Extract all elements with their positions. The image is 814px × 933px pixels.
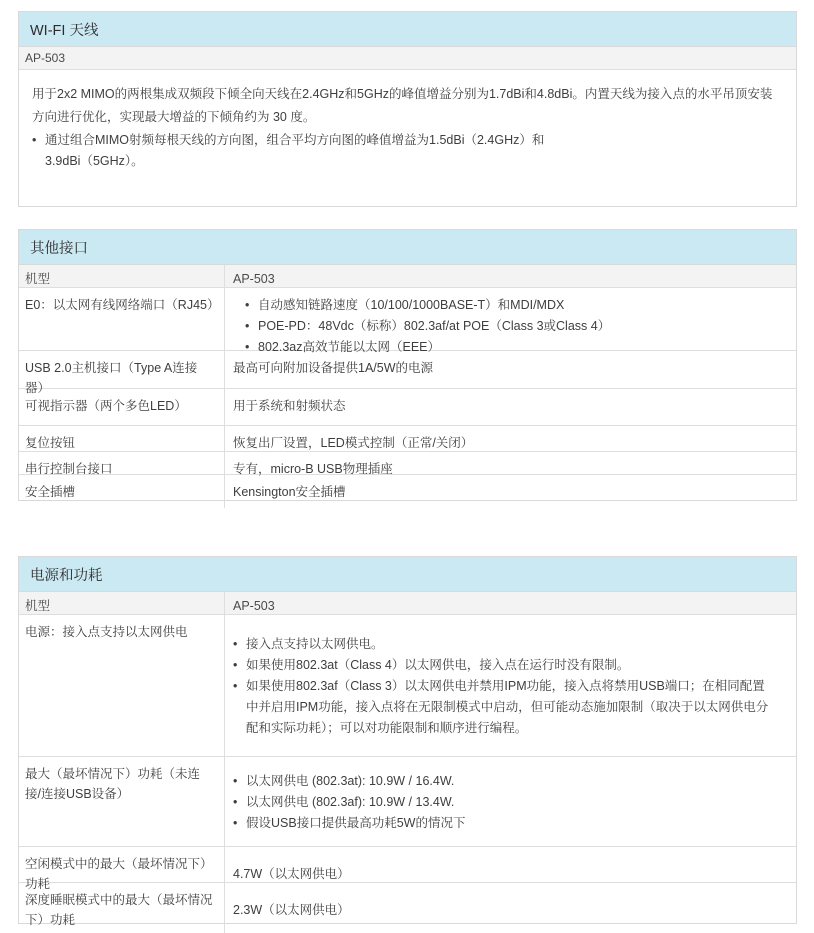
- row-label: USB 2.0主机接口（Type A连接器）: [19, 351, 225, 404]
- bullet-list: [32, 130, 783, 172]
- section-title: 电源和功耗: [30, 567, 103, 584]
- row-label: 串行控制台接口: [19, 452, 225, 485]
- row-label: 复位按钮: [19, 426, 225, 459]
- model-row: [19, 47, 796, 70]
- row-value: 用于系统和射频状态: [233, 399, 346, 413]
- row-value: Kensington安全插槽: [233, 485, 346, 499]
- table-row-visual-indicators: [19, 389, 796, 426]
- bullet-item: • POE-PD：48Vdc（标称）802.3af/at POE（Class 3或Class 4）: [245, 316, 782, 337]
- bullet-item: • 以太网供电 (802.3af): 10.9W / 13.4W.: [233, 792, 773, 813]
- section-header-power-consumption: [19, 557, 796, 592]
- row-label: 电源：接入点支持以太网供电: [19, 615, 225, 756]
- bullet-item: • 自动感知链路速度（10/100/1000BASE-T）和MDI/MDX: [245, 295, 782, 316]
- bullet-list: [233, 634, 782, 739]
- row-value: 恢复出厂设置，LED模式控制（正常/关闭）: [233, 436, 474, 450]
- bullet-item: • 接入点支持以太网供电。: [233, 634, 773, 655]
- row-value: 4.7W（以太网供电）: [233, 867, 350, 881]
- table-row-power-source: [19, 615, 796, 757]
- antenna-description: 用于2x2 MIMO的两根集成双频段下倾全向天线在2.4GHz和5GHz的峰值增益分别为1.7dBi和4.8dBi。内置天线为接入点的水平吊顶安装方向进行优化，实现最大增益的下倾角约为 30 度。: [32, 87, 773, 124]
- bullet-item: • 通过组合MIMO射频每根天线的方向图，组合平均方向图的峰值增益为1.5dBi（2.4GHz）和3.9dBi（5GHz）。: [32, 130, 572, 172]
- column-header-model-value: AP-503: [233, 599, 275, 613]
- row-value: [225, 615, 796, 756]
- column-header-model: 机型: [19, 592, 225, 622]
- row-label: 深度睡眠模式中的最大（最坏情况下）功耗: [19, 883, 225, 933]
- table-row-security-slot: [19, 475, 796, 500]
- row-label: 安全插槽: [19, 475, 225, 508]
- table-row-reset-button: [19, 426, 796, 452]
- section-power-consumption: [18, 556, 797, 927]
- section-wifi-antenna: [18, 11, 797, 207]
- section-title: WI-FI 天线: [30, 22, 99, 39]
- row-label: E0：以太网有线网络端口（RJ45）: [19, 288, 225, 364]
- bullet-item: • 以太网供电 (802.3at): 10.9W / 16.4W.: [233, 771, 773, 792]
- row-value: 最高可向附加设备提供1A/5W的电源: [233, 361, 434, 375]
- table-row-idle-power: [19, 847, 796, 891]
- row-value: 2.3W（以太网供电）: [233, 903, 350, 917]
- table-row-serial-console: [19, 452, 796, 475]
- row-label: 可视指示器（两个多色LED）: [19, 389, 225, 425]
- bullet-list: [233, 771, 782, 834]
- row-value: [225, 288, 796, 364]
- column-header-model-value: AP-503: [233, 272, 275, 286]
- row-value: 专有，micro-B USB物理插座: [233, 462, 393, 476]
- bullet-item: • 802.3az高效节能以太网（EEE）: [245, 337, 782, 358]
- table-header-row: [19, 265, 796, 288]
- section-header-other-interfaces: [19, 230, 796, 265]
- table-row-deep-sleep-power: [19, 883, 796, 927]
- table-row-ethernet-port: [19, 288, 796, 354]
- bullet-list: [233, 295, 782, 358]
- section-other-interfaces: [18, 229, 797, 501]
- row-label: 空闲模式中的最大（最坏情况下）功耗: [19, 847, 225, 900]
- table-header-row: [19, 592, 796, 615]
- section-header-wifi-antenna: [19, 12, 796, 47]
- model-name: AP-503: [25, 51, 66, 65]
- section-title: 其他接口: [30, 240, 88, 257]
- column-header-model: 机型: [19, 265, 225, 295]
- bullet-item: • 如果使用802.3af（Class 3）以太网供电并禁用IPM功能，接入点将禁用USB端口；在相同配置中并启用IPM功能，接入点将在无限制模式中启动，但可能动态施加限制（取决于以太网供电分配和实际功耗）；可以对功能限制和顺序进行编程。: [233, 676, 773, 739]
- section-body: [19, 70, 796, 206]
- row-value: [225, 757, 796, 846]
- row-label: 最大（最坏情况下）功耗（未连接/连接USB设备）: [19, 757, 225, 846]
- bullet-item: • 假设USB接口提供最高功耗5W的情况下: [233, 813, 773, 834]
- table-row-max-power-consumption: [19, 757, 796, 847]
- bullet-item: • 如果使用802.3at（Class 4）以太网供电，接入点在运行时没有限制。: [233, 655, 773, 676]
